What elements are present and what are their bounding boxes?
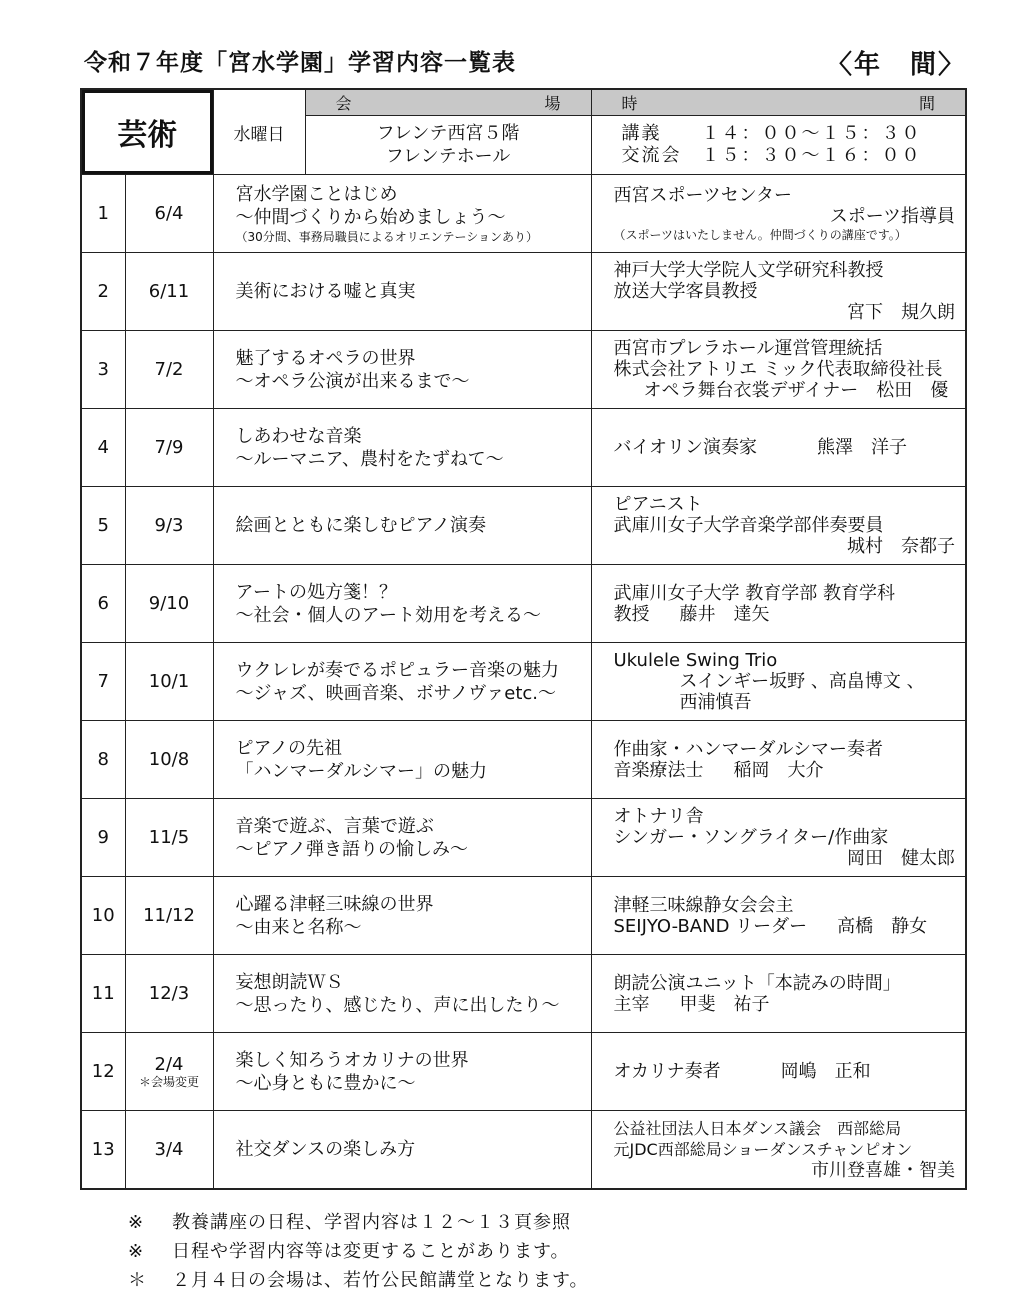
row-number: 13 [81, 1111, 125, 1190]
row-lecturer: 作曲家・ハンマーダルシマー奏者 音楽療法士 稲岡 大介 [591, 721, 966, 799]
schedule-table [80, 88, 967, 1190]
table-row [81, 175, 966, 253]
table-row [81, 565, 966, 643]
row-lecturer: バイオリン演奏家 熊澤 洋子 [591, 409, 966, 487]
row-lecturer: ピアニスト 武庫川女子大学音楽学部伴奏要員 城村 奈都子 [591, 487, 966, 565]
time-cell: 講義 １４：００～１５：３０ 交流会 １５：３０～１６：００ [591, 116, 966, 175]
table-row [81, 799, 966, 877]
row-topic: アートの処方箋！？ ～社会・個人のアート効用を考える～ [213, 565, 591, 643]
row-date: 3/4 [125, 1111, 213, 1190]
page-title: 令和７年度「宮水学園」学習内容一覧表 [84, 50, 516, 76]
row-date: 9/10 [125, 565, 213, 643]
row-number: 12 [81, 1033, 125, 1111]
table-row [81, 409, 966, 487]
row-number: 6 [81, 565, 125, 643]
row-topic: 楽しく知ろうオカリナの世界 ～心身ともに豊かに～ [213, 1033, 591, 1111]
table-row [81, 253, 966, 331]
row-topic: 美術における嘘と真実 [213, 253, 591, 331]
period-label: 〈年 間〉 [826, 50, 967, 80]
table-row [81, 955, 966, 1033]
row-lecturer: Ukulele Swing Trio スインギー坂野 、高畠博文 、 西浦慎吾 [591, 643, 966, 721]
row-number: 4 [81, 409, 125, 487]
venue-cell: フレンテ西宮５階 フレンテホール [305, 116, 591, 175]
row-lecturer: 津軽三味線静女会会主 SEIJYO-BAND リーダー 高橋 静女 [591, 877, 966, 955]
row-lecturer: 公益社団法人日本ダンス議会 西部総局 元JDC西部総局ショーダンスチャンピオン 市川登喜雄・智美 [591, 1111, 966, 1190]
row-date: 7/2 [125, 331, 213, 409]
row-topic: ピアノの先祖 「ハンマーダルシマー」の魅力 [213, 721, 591, 799]
table-row [81, 487, 966, 565]
table-row [81, 1033, 966, 1111]
row-lecturer: 神戸大学大学院人文学研究科教授 放送大学客員教授 宮下 規久朗 [591, 253, 966, 331]
row-number: 8 [81, 721, 125, 799]
row-date: 7/9 [125, 409, 213, 487]
row-topic: 音楽で遊ぶ、言葉で遊ぶ ～ピアノ弾き語りの愉しみ～ [213, 799, 591, 877]
row-topic: 社交ダンスの楽しみ方 [213, 1111, 591, 1190]
row-date: 10/8 [125, 721, 213, 799]
row-date: 11/12 [125, 877, 213, 955]
row-date: 6/4 [125, 175, 213, 253]
row-lecturer: 朗読公演ユニット「本読みの時間」 主宰 甲斐 祐子 [591, 955, 966, 1033]
row-number: 11 [81, 955, 125, 1033]
table-row [81, 877, 966, 955]
venue-header: 会 場 [305, 89, 591, 116]
row-number: 7 [81, 643, 125, 721]
venue-change-note: ＊会場変更 [138, 1075, 199, 1089]
row-topic: しあわせな音楽 ～ルーマニア、農村をたずねて～ [213, 409, 591, 487]
row-date: 10/1 [125, 643, 213, 721]
row-lecturer: 西宮スポーツセンター スポーツ指導員 （スポーツはいたしません。仲間づくりの講座です。） [591, 175, 966, 253]
row-number: 2 [81, 253, 125, 331]
row-number: 1 [81, 175, 125, 253]
row-topic: 魅了するオペラの世界 ～オペラ公演が出来るまで～ [213, 331, 591, 409]
time-header: 時 間 [591, 89, 966, 116]
row-lecturer: オトナリ舎 シンガー・ソングライター/作曲家 岡田 健太郎 [591, 799, 966, 877]
footnote: ＊ ２月４日の会場は、若竹公民館講堂となります。 [128, 1270, 589, 1291]
row-topic: 心躍る津軽三味線の世界 ～由来と名称～ [213, 877, 591, 955]
row-number: 10 [81, 877, 125, 955]
row-date: 12/3 [125, 955, 213, 1033]
footnote: ※ 教養講座の日程、学習内容は１２～１３頁参照 [128, 1212, 571, 1233]
row-lecturer: 武庫川女子大学 教育学部 教育学科 教授 藤井 達矢 [591, 565, 966, 643]
row-date: 9/3 [125, 487, 213, 565]
row-date: 11/5 [125, 799, 213, 877]
table-row [81, 331, 966, 409]
table-row [81, 1111, 966, 1190]
day-cell: 水曜日 [213, 89, 305, 175]
row-lecturer: 西宮市プレラホール運営管理統括 株式会社アトリエ ミック代表取締役社長オペラ舞台衣裳デザイナー 松田 優 [591, 331, 966, 409]
row-topic: ウクレレが奏でるポピュラー音楽の魅力 ～ジャズ、映画音楽、ボサノヴァetc.～ [213, 643, 591, 721]
row-date: 6/11 [125, 253, 213, 331]
footnote: ※ 日程や学習内容等は変更することがあります。 [128, 1241, 570, 1262]
row-number: 5 [81, 487, 125, 565]
row-topic: 妄想朗読ＷＳ ～思ったり、感じたり、声に出したり～ [213, 955, 591, 1033]
field-name: 芸術 [117, 118, 178, 153]
row-date: 2/4 ＊会場変更 [125, 1033, 213, 1111]
table-row [81, 721, 966, 799]
row-number: 9 [81, 799, 125, 877]
field-cell [81, 89, 213, 175]
row-topic: 絵画とともに楽しむピアノ演奏 [213, 487, 591, 565]
row-topic: 宮水学園ことはじめ ～仲間づくりから始めましょう～ （30分間、事務局職員によるオリエンテーションあり） [213, 175, 591, 253]
row-number: 3 [81, 331, 125, 409]
row-lecturer: オカリナ奏者 岡嶋 正和 [591, 1033, 966, 1111]
table-row [81, 643, 966, 721]
